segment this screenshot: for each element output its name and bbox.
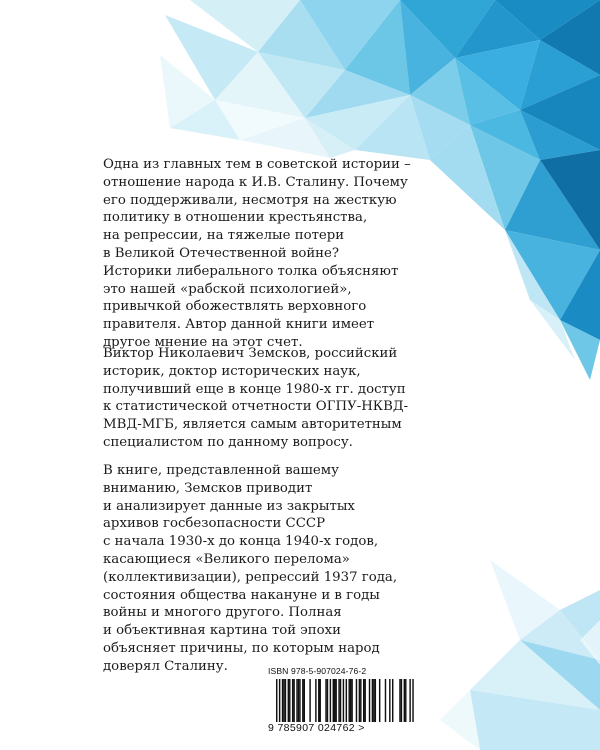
text-line: его поддерживали, несмотря на жесткую [103, 192, 397, 208]
barcode-bar [283, 679, 284, 725]
text-line: политику в отношении крестьянства, [103, 210, 368, 226]
barcode-bar [296, 679, 297, 725]
text-line: отношение народа к И.В. Сталину. Почему [103, 174, 408, 190]
barcode-bar [399, 679, 400, 725]
isbn-label: ISBN 978-5-907024-76-2 [268, 666, 367, 676]
barcode-bar [379, 679, 380, 725]
barcode-bar [375, 679, 376, 725]
blurb-paragraph-1 [103, 156, 443, 352]
barcode-bar [343, 679, 344, 725]
text-line: привычкой обожествлять верховного [103, 299, 367, 315]
text-line: и анализирует данные из закрытых [103, 498, 355, 514]
text-line: войны и многого другого. Полная [103, 605, 342, 621]
barcode-bar [292, 679, 293, 725]
barcode-bar [385, 679, 386, 725]
barcode-bar [369, 679, 370, 725]
text-line: доверял Сталину. [103, 658, 228, 674]
text-line: В книге, представленной вашему [103, 463, 339, 478]
text-line: и объективная картина той эпохи [103, 623, 341, 639]
barcode-bar [304, 679, 305, 725]
blurb-paragraph-3 [103, 462, 443, 676]
text-line: вниманию, Земсков приводит [103, 480, 313, 496]
barcode-bar [363, 679, 364, 725]
barcode-bar [372, 679, 373, 725]
barcode-bar [330, 679, 331, 725]
barcode-bar [333, 679, 334, 725]
barcode-block [268, 666, 422, 736]
text-line: касающиеся «Великого перелома» [103, 551, 350, 567]
text-line: МВД-МГБ, является самым авторитетным [103, 417, 402, 433]
barcode-bar [282, 679, 283, 725]
barcode-bar [389, 679, 390, 725]
text-line: историк, доктор исторических наук, [103, 363, 361, 379]
text-line: на репрессии, на тяжелые потери [103, 228, 345, 244]
barcode-bar [279, 679, 280, 725]
blurb-paragraph-2 [103, 345, 443, 452]
barcode-bar [293, 679, 294, 725]
barcode-bar [409, 679, 410, 725]
text-line: объясняет причины, по которым народ [103, 640, 380, 656]
text-line: с начала 1930-х до конца 1940-х годов, [103, 534, 379, 550]
barcode-bar [364, 679, 365, 725]
text-line: другое мнение на этот счет. [103, 334, 303, 350]
barcode-bar [318, 679, 319, 725]
text-line: Одна из главных тем в советской истории – [103, 157, 411, 172]
barcode-image [268, 679, 422, 725]
barcode-bar [327, 679, 328, 725]
barcode-bar [335, 679, 336, 725]
barcode-bar [338, 679, 339, 725]
barcode-digits: 9 785907 024762 > [268, 722, 422, 734]
barcode-bar [404, 679, 405, 725]
barcode-bar [346, 679, 347, 725]
text-line: (коллективизации), репрессий 1937 года, [103, 569, 398, 585]
text-line: Историки либерального толка объясняют [103, 263, 399, 279]
barcode-bar [285, 679, 286, 725]
barcode-bar [288, 679, 289, 725]
barcode-bar [309, 679, 310, 725]
barcode-bar [359, 679, 360, 725]
barcode-bar [351, 679, 352, 725]
barcode-bar [405, 679, 406, 725]
barcode-bar [299, 679, 300, 725]
barcode-bar [412, 679, 413, 725]
barcode-bar [360, 679, 361, 725]
barcode-bar [392, 679, 393, 725]
text-line: в Великой Отечественной войне? [103, 245, 340, 261]
text-line: состояния общества накануне и в годы [103, 587, 380, 603]
barcode-bar [289, 679, 290, 725]
barcode-bar [350, 679, 351, 725]
text-line: правителя. Автор данной книги имеет [103, 317, 375, 333]
barcode-bar [356, 679, 357, 725]
text-line: архивов госбезопасности СССР [103, 516, 326, 532]
barcode-bar [325, 679, 326, 725]
text-line: специалистом по данному вопросу. [103, 434, 353, 450]
barcode-bar [276, 679, 277, 725]
text-line: это нашей «рабской психологией», [103, 281, 352, 297]
barcode-bar [340, 679, 341, 725]
barcode-bar [401, 679, 402, 725]
text-line: Виктор Николаевич Земсков, российский [103, 346, 398, 361]
barcode-bar [373, 679, 374, 725]
text-line: к статистической отчетности ОГПУ-НКВД- [103, 399, 409, 415]
barcode-bar [298, 679, 299, 725]
barcode-bar [349, 679, 350, 725]
barcode-bar [302, 679, 303, 725]
barcode-bar [320, 679, 321, 725]
text-line: получивший еще в конце 1980-х гг. доступ [103, 381, 406, 397]
barcode-bar [315, 679, 316, 725]
barcode-bar [334, 679, 335, 725]
